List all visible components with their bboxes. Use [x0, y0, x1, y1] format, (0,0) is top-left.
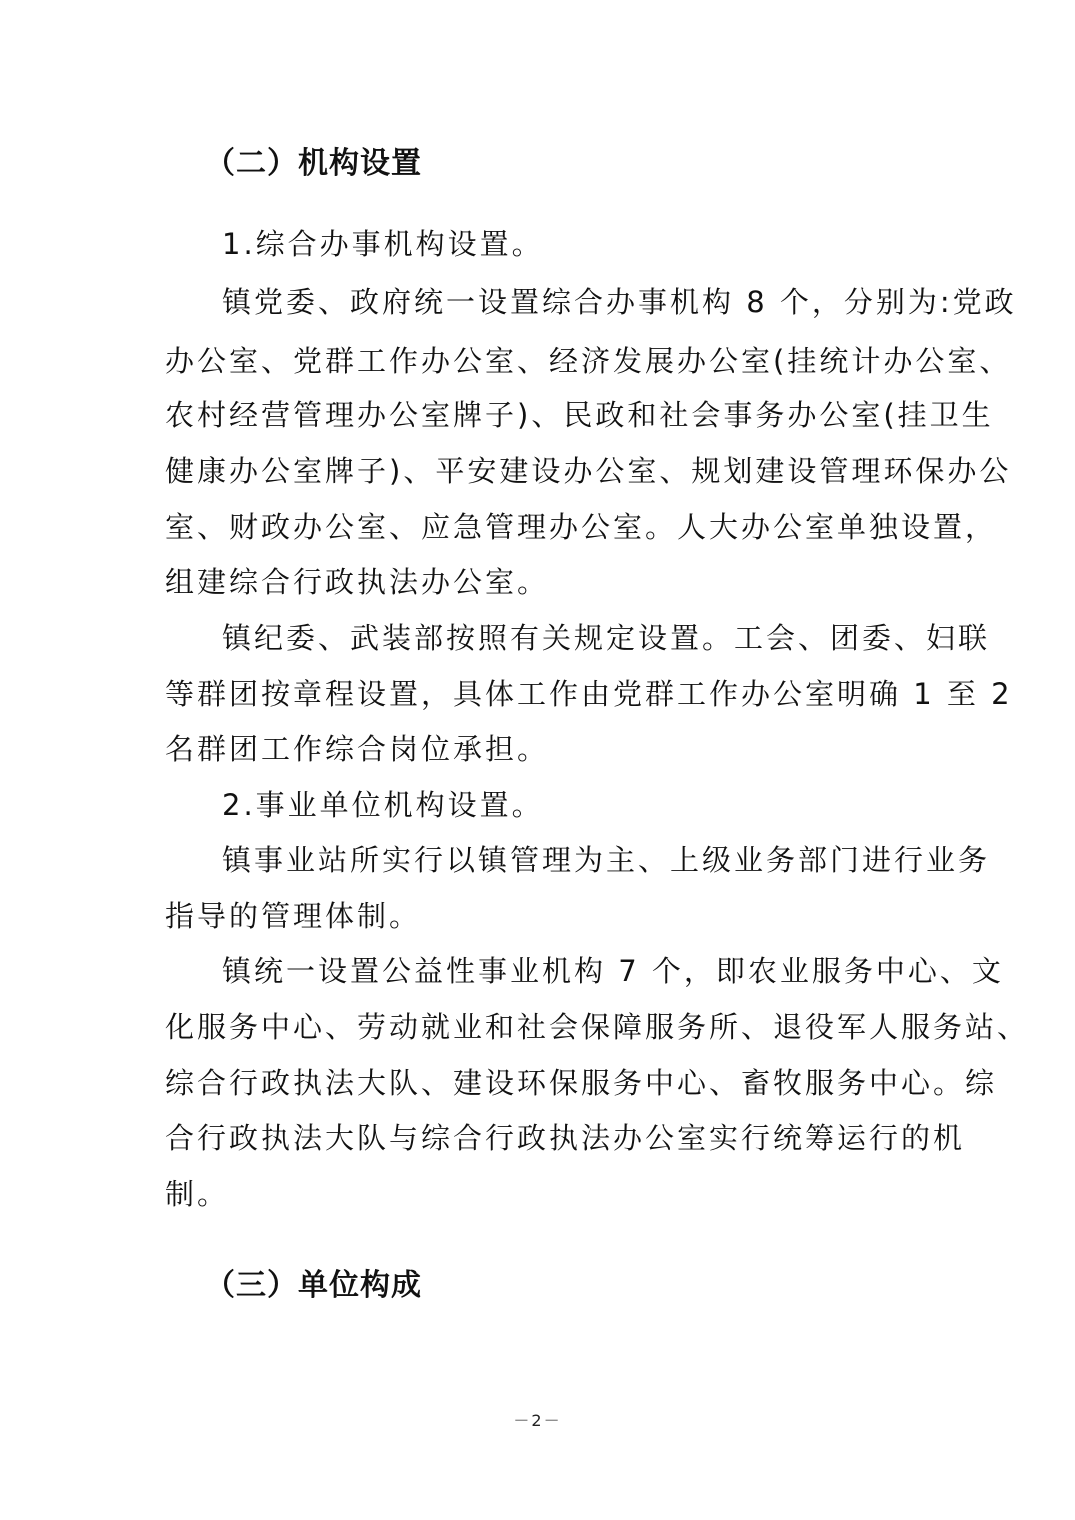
- paragraph-line: 合行政执法大队与综合行政执法办公室实行统筹运行的机: [165, 1121, 966, 1155]
- paragraph-line: 镇纪委、武装部按照有关规定设置。工会、团委、妇联: [222, 621, 991, 655]
- paragraph-line: 办公室、党群工作办公室、经济发展办公室(挂统计办公室、: [165, 344, 1012, 378]
- paragraph-line: 组建综合行政执法办公室。: [165, 565, 550, 599]
- section-heading-unit-composition: （三）单位构成: [205, 1268, 422, 1303]
- paragraph-line: 制。: [165, 1177, 230, 1211]
- paragraph-line: 镇党委、政府统一设置综合办事机构 8 个，分别为:党政: [222, 285, 1017, 319]
- paragraph-line: 健康办公室牌子)、平安建设办公室、规划建设管理环保办公: [165, 454, 1012, 488]
- paragraph-line: 等群团按章程设置，具体工作由党群工作办公室明确 1 至 2: [165, 677, 1013, 711]
- section-heading-institution-setup: （二）机构设置: [205, 146, 422, 181]
- paragraph-line: 名群团工作综合岗位承担。: [165, 732, 550, 766]
- paragraph-line: 指导的管理体制。: [165, 899, 422, 933]
- page-number: －2－: [513, 1411, 562, 1430]
- paragraph-line: 镇事业站所实行以镇管理为主、上级业务部门进行业务: [222, 843, 991, 877]
- paragraph-line: 室、财政办公室、应急管理办公室。人大办公室单独设置，: [165, 510, 998, 544]
- paragraph-line: 镇统一设置公益性事业机构 7 个，即农业服务中心、文: [222, 954, 1004, 988]
- paragraph-line: 1.综合办事机构设置。: [222, 227, 544, 261]
- paragraph-line: 综合行政执法大队、建设环保服务中心、畜牧服务中心。综: [165, 1066, 998, 1100]
- paragraph-line: 农村经营管理办公室牌子)、民政和社会事务办公室(挂卫生: [165, 398, 994, 432]
- paragraph-line: 2.事业单位机构设置。: [222, 788, 544, 822]
- paragraph-line: 化服务中心、劳动就业和社会保障服务所、退役军人服务站、: [165, 1010, 1030, 1044]
